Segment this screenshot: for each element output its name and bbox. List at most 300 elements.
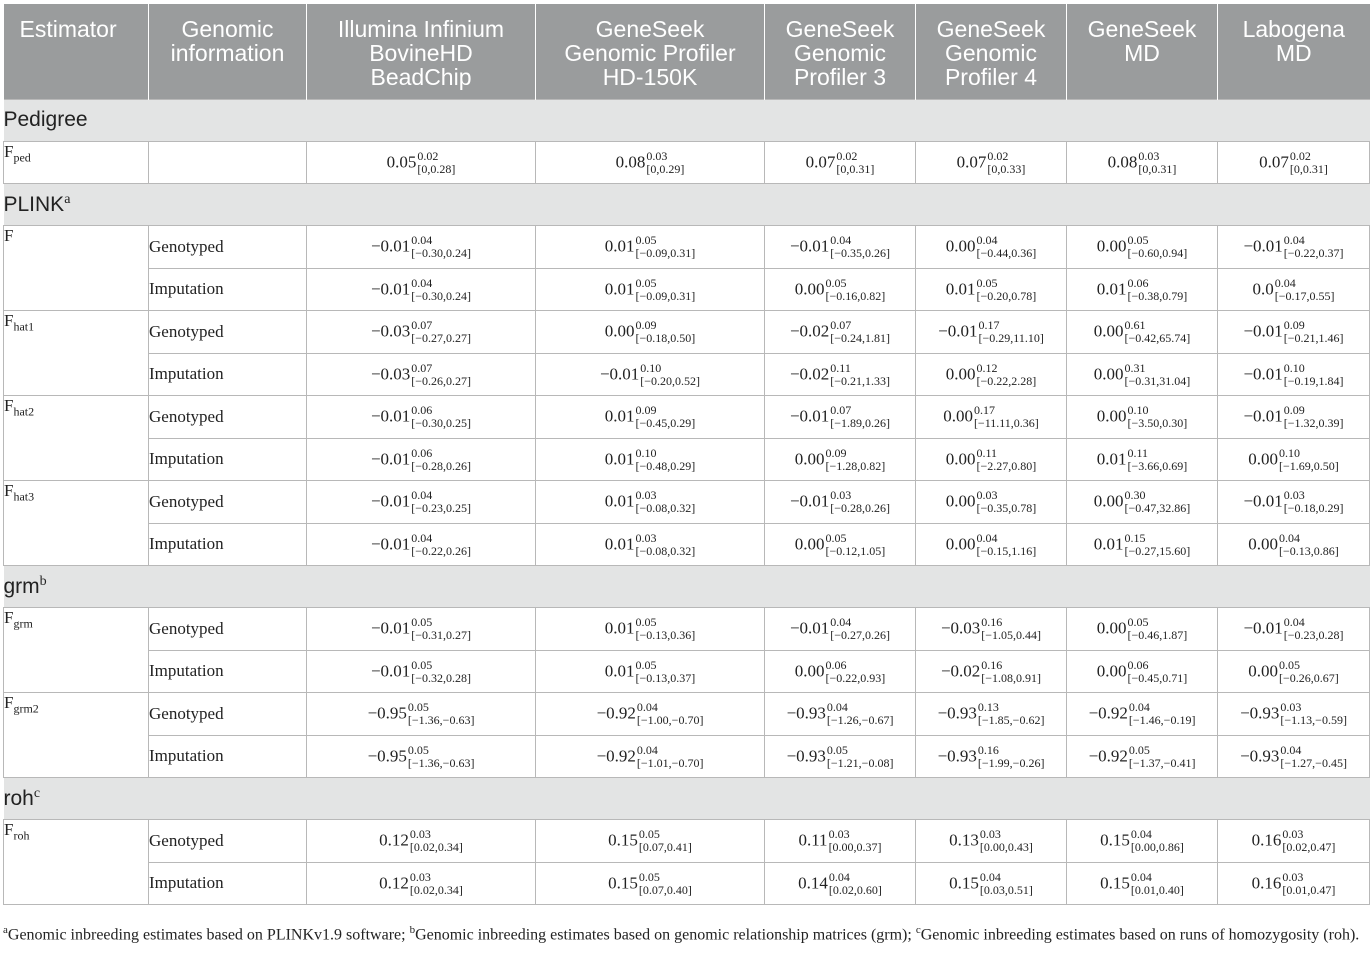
- estimate-sd-range: [1275, 277, 1335, 302]
- column-header-panel: GeneSeek Genomic Profiler 4: [916, 4, 1067, 99]
- estimate-sd-range: [1284, 616, 1344, 641]
- value-cell: [916, 353, 1067, 396]
- estimate-sd-range: [637, 701, 704, 726]
- estimate-value: [795, 532, 886, 557]
- estimate-value: [946, 234, 1037, 259]
- estimate-range: [−0.28,0.26]: [830, 501, 891, 516]
- estimate-sd: 0.05: [635, 275, 657, 290]
- estimate-value: [946, 489, 1037, 514]
- value-cell: [765, 311, 916, 354]
- estimate-sd: 0.04: [411, 530, 433, 545]
- estimate-mean: −0.92: [596, 746, 636, 766]
- value-cell: [536, 820, 765, 863]
- estimate-range: [0.07,0.41]: [638, 840, 692, 855]
- estimate-range: [−0.60,0.94]: [1127, 246, 1188, 261]
- estimate-sd: 0.06: [1127, 275, 1149, 290]
- estimate-sd: 0.04: [636, 700, 658, 715]
- estimate-range: [−0.19,1.84]: [1283, 373, 1344, 388]
- estimator-cell: [4, 608, 149, 693]
- estimate-sd: 0.04: [979, 869, 1001, 884]
- estimate-sd: 0.02: [836, 148, 858, 163]
- value-cell: [765, 353, 916, 396]
- estimate-sd-range: [978, 701, 1045, 726]
- estimate-sd-range: [1127, 277, 1187, 302]
- estimate-mean: 0.16: [1251, 830, 1282, 850]
- estimate-sd: 0.04: [976, 530, 998, 545]
- estimate-range: [−1.69,0.50]: [1278, 458, 1339, 473]
- estimate-range: [−0.18,0.50]: [635, 331, 696, 346]
- estimator-subscript: hat2: [13, 404, 35, 419]
- estimate-mean: −0.01: [599, 364, 640, 384]
- estimate-value: [787, 701, 894, 726]
- footnote-marker: b: [39, 574, 47, 589]
- estimate-sd-range: [976, 277, 1036, 302]
- estimate-sd: 0.04: [826, 700, 848, 715]
- table-row: [4, 693, 1370, 736]
- estimate-sd-range: [830, 616, 890, 641]
- estimator-name: F: [4, 481, 14, 500]
- estimate-sd-range: [830, 404, 890, 429]
- estimate-sd-range: [411, 234, 471, 259]
- estimate-range: [−0.45,0.71]: [1127, 670, 1188, 685]
- estimate-sd-range: [635, 234, 695, 259]
- estimate-sd: 0.04: [411, 275, 433, 290]
- value-cell: [536, 396, 765, 439]
- estimate-value: [1094, 319, 1191, 344]
- estimate-mean: 0.00: [945, 534, 976, 554]
- estimate-value: [941, 659, 1041, 684]
- estimate-value: [1252, 871, 1336, 896]
- estimate-mean: −0.01: [370, 236, 411, 256]
- estimate-range: [−0.21,1.33]: [830, 373, 891, 388]
- estimate-range: [−0.23,0.25]: [411, 501, 472, 516]
- estimate-value: [938, 319, 1044, 344]
- estimate-mean: −0.92: [596, 703, 636, 723]
- value-cell: [1218, 353, 1370, 396]
- estimate-sd-range: [981, 659, 1041, 684]
- estimate-mean: −0.01: [370, 449, 411, 469]
- estimate-sd-range: [976, 532, 1036, 557]
- estimator-cell: [4, 141, 149, 184]
- estimate-sd-range: [976, 447, 1036, 472]
- estimate-sd: 0.03: [979, 827, 1001, 842]
- value-cell: [536, 735, 765, 778]
- estimate-sd: 0.03: [1280, 700, 1302, 715]
- estimator-cell: [4, 311, 149, 396]
- estimate-sd: 0.05: [635, 657, 657, 672]
- estimate-sd: 0.04: [976, 233, 998, 248]
- estimate-mean: −0.02: [940, 661, 981, 681]
- estimate-mean: 0.15: [949, 873, 979, 893]
- table-row: [4, 481, 1370, 524]
- genomic-information-cell: Imputation: [149, 268, 307, 311]
- estimate-mean: −0.92: [1088, 746, 1128, 766]
- value-cell: [916, 650, 1067, 693]
- estimate-value: [605, 404, 696, 429]
- table-row: [4, 141, 1370, 184]
- estimate-mean: −0.01: [370, 618, 411, 638]
- section-row: [4, 99, 1370, 141]
- estimate-sd-range: [1279, 447, 1339, 472]
- estimate-sd-range: [830, 319, 890, 344]
- estimate-range: [−1.28,0.82]: [825, 458, 886, 473]
- estimate-value: [806, 150, 875, 175]
- value-cell: [916, 693, 1067, 736]
- estimate-value: [371, 489, 471, 514]
- estimate-range: [−1.32,0.39]: [1283, 416, 1344, 431]
- estimate-mean: −0.93: [1240, 703, 1280, 723]
- genomic-information-cell: Genotyped: [149, 693, 307, 736]
- estimator-cell: [4, 820, 149, 905]
- estimate-sd-range: [1284, 489, 1344, 514]
- estimate-sd-range: [635, 447, 695, 472]
- estimate-sd-range: [639, 871, 692, 896]
- estimate-range: [−0.26,0.27]: [411, 373, 472, 388]
- value-cell: [1218, 650, 1370, 693]
- estimate-mean: −0.01: [370, 534, 411, 554]
- value-cell: [1218, 268, 1370, 311]
- estimate-mean: 0.00: [945, 364, 976, 384]
- estimate-mean: 0.07: [805, 152, 836, 172]
- estimate-sd-range: [411, 362, 471, 387]
- estimate-sd-range: [411, 616, 471, 641]
- estimate-sd: 0.02: [987, 148, 1009, 163]
- estimate-sd-range: [980, 828, 1033, 853]
- estimate-sd-range: [987, 150, 1025, 175]
- estimate-range: [−0.09,0.31]: [635, 246, 696, 261]
- estimate-range: [0.02,0.34]: [409, 840, 463, 855]
- estimate-sd: 0.11: [1127, 445, 1149, 460]
- estimate-sd: 0.09: [1283, 403, 1305, 418]
- estimate-sd-range: [1127, 447, 1187, 472]
- estimate-sd-range: [635, 319, 695, 344]
- estimate-range: [−1.27,−0.45]: [1280, 755, 1347, 770]
- estimate-value: [946, 447, 1037, 472]
- estimate-mean: −0.93: [937, 746, 977, 766]
- estimate-value: [790, 362, 890, 387]
- estimate-sd: 0.05: [1127, 615, 1149, 630]
- value-cell: [1218, 523, 1370, 566]
- value-cell: [1218, 608, 1370, 651]
- estimate-mean: −0.01: [789, 491, 830, 511]
- estimate-range: [−1.00,−0.70]: [636, 713, 704, 728]
- estimate-range: [0.01,0.40]: [1130, 882, 1184, 897]
- estimate-value: [1097, 404, 1188, 429]
- estimate-sd-range: [1124, 319, 1190, 344]
- estimate-range: [−0.30,0.24]: [411, 288, 472, 303]
- genomic-information-cell: Imputation: [149, 523, 307, 566]
- estimate-range: [−0.32,0.28]: [411, 670, 472, 685]
- estimate-range: [−0.22,0.93]: [825, 670, 886, 685]
- estimator-subscript: hat1: [13, 319, 35, 334]
- table-row: [4, 268, 1370, 311]
- estimate-sd-range: [408, 701, 475, 726]
- value-cell: [536, 226, 765, 269]
- estimate-range: [−0.18,0.29]: [1283, 501, 1344, 516]
- estimate-sd: 0.03: [830, 488, 852, 503]
- value-cell: [307, 650, 536, 693]
- column-header-panel: Labogena MD: [1218, 4, 1370, 99]
- estimator-cell: [4, 226, 149, 311]
- estimate-mean: 0.12: [379, 873, 409, 893]
- estimate-range: [−0.42,65.74]: [1124, 331, 1191, 346]
- estimate-sd: 0.04: [1280, 742, 1302, 757]
- estimate-sd-range: [1129, 744, 1196, 769]
- estimate-sd-range: [1284, 234, 1344, 259]
- estimate-sd: 0.04: [1278, 530, 1300, 545]
- estimate-range: [−0.12,1.05]: [825, 543, 886, 558]
- estimate-range: [−0.08,0.32]: [635, 501, 696, 516]
- estimate-sd: 0.03: [635, 488, 657, 503]
- estimate-sd-range: [1284, 404, 1344, 429]
- estimate-sd-range: [637, 744, 704, 769]
- estimate-sd-range: [1127, 404, 1187, 429]
- estimate-mean: 0.00: [943, 406, 973, 426]
- estimate-value: [787, 744, 894, 769]
- estimate-sd: 0.05: [411, 615, 433, 630]
- estimate-sd-range: [976, 362, 1036, 387]
- estimate-mean: 0.00: [794, 661, 825, 681]
- column-header-panel: GeneSeek Genomic Profiler 3: [765, 4, 916, 99]
- estimate-range: [−1.26,−0.67]: [826, 713, 894, 728]
- estimate-value: [795, 659, 886, 684]
- value-cell: [765, 226, 916, 269]
- estimate-mean: 0.08: [1107, 152, 1138, 172]
- estimate-value: [1240, 701, 1347, 726]
- estimate-value: [1259, 150, 1328, 175]
- value-cell: [307, 226, 536, 269]
- estimate-range: [0.00,0.43]: [979, 840, 1033, 855]
- estimate-mean: −0.03: [370, 364, 411, 384]
- estimator-subscript: roh: [13, 828, 30, 843]
- value-cell: [307, 693, 536, 736]
- estimate-sd: 0.05: [1278, 657, 1300, 672]
- column-header-panel: GeneSeek MD: [1067, 4, 1218, 99]
- estimate-sd: 0.04: [830, 615, 852, 630]
- estimate-range: [0,0.31]: [1289, 161, 1328, 176]
- estimate-sd-range: [980, 871, 1033, 896]
- estimate-sd: 0.05: [411, 657, 433, 672]
- value-cell: [1067, 862, 1218, 905]
- table-footnote: [3, 918, 1369, 947]
- estimate-range: [−0.31,0.27]: [411, 628, 472, 643]
- estimate-mean: 0.00: [945, 491, 976, 511]
- estimate-sd-range: [646, 150, 684, 175]
- estimate-range: [0.00,0.86]: [1130, 840, 1184, 855]
- estimate-value: [371, 404, 471, 429]
- value-cell: [765, 523, 916, 566]
- value-cell: [1067, 820, 1218, 863]
- estimate-mean: 0.15: [608, 830, 638, 850]
- estimate-sd-range: [411, 532, 471, 557]
- estimate-mean: −0.95: [367, 746, 407, 766]
- estimate-range: [−1.99,−0.26]: [977, 755, 1045, 770]
- estimate-sd: 0.04: [1283, 615, 1305, 630]
- estimate-sd-range: [635, 404, 695, 429]
- estimate-sd: 0.09: [1283, 318, 1305, 333]
- estimate-range: [−0.26,0.67]: [1278, 670, 1339, 685]
- genomic-information-cell: Genotyped: [149, 608, 307, 651]
- footnote-marker: c: [915, 924, 921, 936]
- estimate-range: [−0.15,1.16]: [976, 543, 1037, 558]
- estimate-sd-range: [640, 362, 700, 387]
- estimate-range: [−0.22,2.28]: [976, 373, 1037, 388]
- value-cell: [536, 862, 765, 905]
- estimate-mean: −0.93: [786, 746, 826, 766]
- estimate-sd-range: [825, 447, 885, 472]
- estimate-sd: 0.16: [981, 657, 1003, 672]
- estimate-mean: 0.00: [1093, 491, 1124, 511]
- estimate-mean: 0.01: [945, 279, 976, 299]
- estimate-range: [−0.38,0.79]: [1127, 288, 1188, 303]
- estimate-sd-range: [1282, 828, 1335, 853]
- estimate-value: [790, 234, 890, 259]
- estimate-mean: 0.01: [1093, 534, 1124, 554]
- estimate-mean: −0.01: [789, 406, 830, 426]
- estimate-sd-range: [410, 871, 463, 896]
- estimate-mean: 0.08: [615, 152, 646, 172]
- value-cell: [765, 650, 916, 693]
- estimate-value: [1097, 659, 1188, 684]
- estimate-value: [1100, 828, 1184, 853]
- value-cell: [536, 608, 765, 651]
- estimate-range: [0.00,0.37]: [828, 840, 882, 855]
- estimate-sd-range: [1127, 616, 1187, 641]
- estimate-value: [605, 277, 696, 302]
- estimate-value: [1097, 277, 1188, 302]
- estimate-value: [1248, 532, 1339, 557]
- estimate-sd: 0.31: [1124, 360, 1146, 375]
- value-cell: [1067, 353, 1218, 396]
- value-cell: [916, 226, 1067, 269]
- value-cell: [1218, 862, 1370, 905]
- estimate-sd: 0.10: [635, 445, 657, 460]
- estimate-sd: 0.02: [1289, 148, 1311, 163]
- estimate-sd: 0.09: [635, 403, 657, 418]
- estimate-sd: 0.10: [640, 360, 662, 375]
- value-cell: [1067, 650, 1218, 693]
- estimate-mean: −0.01: [370, 406, 411, 426]
- estimate-range: [−0.09,0.31]: [635, 288, 696, 303]
- estimate-range: [−1.36,−0.63]: [407, 713, 475, 728]
- value-cell: [916, 735, 1067, 778]
- estimate-sd-range: [410, 828, 463, 853]
- estimate-range: [−0.29,11.10]: [978, 331, 1044, 346]
- value-cell: [916, 523, 1067, 566]
- estimate-sd: 0.05: [635, 233, 657, 248]
- estimate-mean: 0.00: [1096, 406, 1127, 426]
- value-cell: [916, 862, 1067, 905]
- estimator-subscript: grm2: [13, 701, 39, 716]
- footnote-marker: a: [64, 192, 71, 207]
- estimate-sd-range: [639, 828, 692, 853]
- estimate-sd-range: [1131, 871, 1184, 896]
- estimate-value: [600, 362, 700, 387]
- estimate-sd-range: [1284, 362, 1344, 387]
- estimate-sd: 0.11: [976, 445, 998, 460]
- estimate-range: [−0.30,0.25]: [411, 416, 472, 431]
- value-cell: [1067, 396, 1218, 439]
- estimate-value: [1094, 532, 1191, 557]
- estimator-name: F: [4, 396, 14, 415]
- value-cell: [1067, 311, 1218, 354]
- value-cell: [916, 820, 1067, 863]
- estimate-sd: 0.07: [411, 318, 433, 333]
- estimate-value: [798, 828, 881, 853]
- estimate-sd: 0.15: [1124, 530, 1146, 545]
- estimate-value: [941, 616, 1041, 641]
- estimate-mean: 0.00: [1093, 364, 1124, 384]
- column-header-panel: GeneSeek Genomic Profiler HD-150K: [536, 4, 765, 99]
- value-cell: [536, 438, 765, 481]
- estimate-mean: 0.05: [386, 152, 417, 172]
- genomic-information-cell: Imputation: [149, 735, 307, 778]
- value-cell: [1218, 226, 1370, 269]
- estimate-sd: 0.16: [977, 742, 999, 757]
- estimate-mean: 0.00: [945, 236, 976, 256]
- value-cell: [536, 481, 765, 524]
- section-label: [4, 184, 1370, 226]
- estimate-mean: 0.13: [949, 830, 979, 850]
- estimate-mean: 0.01: [1096, 279, 1127, 299]
- estimate-sd: 0.05: [976, 275, 998, 290]
- section-label-text: grm: [3, 575, 40, 598]
- estimate-mean: −0.01: [938, 321, 978, 341]
- estimate-mean: 0.14: [798, 873, 828, 893]
- value-cell: [1218, 396, 1370, 439]
- estimate-range: [−0.28,0.26]: [411, 458, 472, 473]
- estimate-value: [371, 532, 471, 557]
- table-body: [4, 99, 1370, 905]
- value-cell: [1067, 735, 1218, 778]
- estimate-sd: 0.04: [636, 742, 658, 757]
- estimate-value: [1252, 277, 1334, 302]
- estimate-mean: −0.03: [370, 321, 411, 341]
- value-cell: [307, 396, 536, 439]
- estimate-sd: 0.03: [828, 827, 850, 842]
- estimate-value: [790, 489, 890, 514]
- estimate-range: [−0.47,32.86]: [1124, 501, 1191, 516]
- estimate-value: [943, 404, 1039, 429]
- section-label: [4, 99, 1370, 141]
- estimate-value: [605, 616, 696, 641]
- value-cell: [307, 862, 536, 905]
- estimate-sd-range: [976, 234, 1036, 259]
- value-cell: [1218, 820, 1370, 863]
- genomic-information-cell: Genotyped: [149, 820, 307, 863]
- estimate-sd: 0.05: [1127, 233, 1149, 248]
- estimate-sd: 0.09: [825, 445, 847, 460]
- estimate-mean: 0.01: [604, 534, 635, 554]
- estimate-value: [597, 744, 704, 769]
- estimate-value: [379, 871, 463, 896]
- estimate-range: [−1.89,0.26]: [830, 416, 891, 431]
- estimate-sd: 0.04: [1128, 700, 1150, 715]
- table-row: [4, 226, 1370, 269]
- estimate-sd: 0.10: [1127, 403, 1149, 418]
- estimate-mean: −0.01: [370, 279, 411, 299]
- estimate-sd: 0.16: [981, 615, 1003, 630]
- estimate-value: [1248, 659, 1339, 684]
- footnote-marker: c: [33, 786, 41, 801]
- genomic-information-cell: Imputation: [149, 353, 307, 396]
- table-row: [4, 735, 1370, 778]
- estimate-sd-range: [825, 532, 885, 557]
- value-cell: [307, 523, 536, 566]
- value-cell: [916, 396, 1067, 439]
- estimate-mean: −0.92: [1088, 703, 1128, 723]
- estimate-sd-range: [1280, 701, 1347, 726]
